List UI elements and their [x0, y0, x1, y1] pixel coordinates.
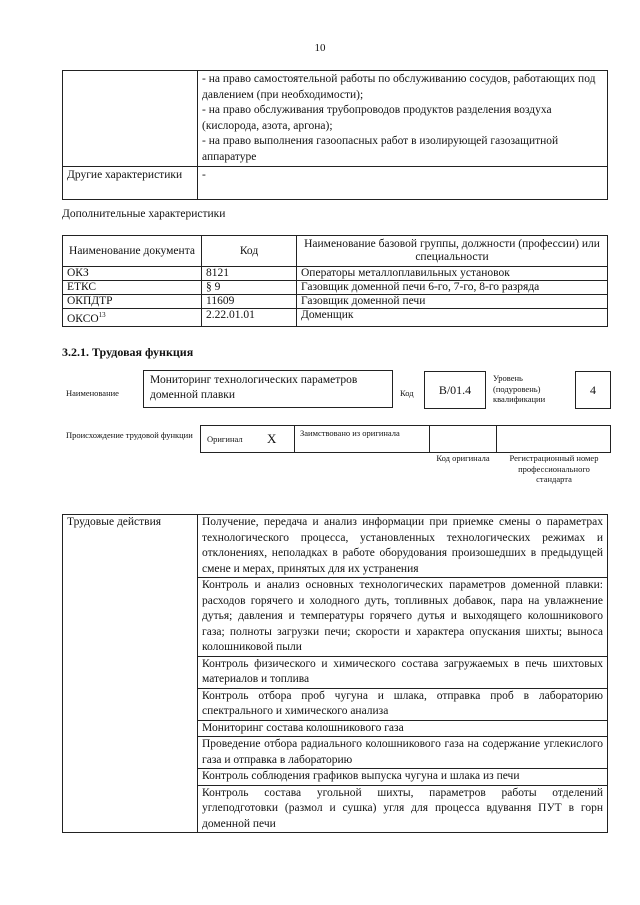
- table-row: [63, 267, 608, 281]
- table-cell: 11609: [202, 295, 297, 309]
- table-row: [63, 295, 608, 309]
- table-cell: 2.22.01.01: [202, 309, 297, 327]
- labor-action-item: Проведение отбора радиального колошникового газа на содержание углекислого газа и отправка в лабораторию: [198, 737, 608, 769]
- table-cell: ОКПДТР: [63, 295, 202, 309]
- table-cell: 8121: [202, 267, 297, 281]
- page-number: 10: [314, 42, 326, 54]
- labor-action-item: Получение, передача и анализ информации при приемке смены о параметрах технологического процесса, установленных технологических режимах и отклонениях, неполадках в работе оборудования произошедших в предыдущей смене и мерах, принятых для их устранения: [198, 515, 608, 578]
- labor-action-item: Контроль и анализ основных технологических параметров доменной плавки: расходов горячего и холодного дуть, топливных добавок, пара на увлажнение дутья; давления и температуры горячего дутья и выходящего колошникового газа; полноты загрузки печи; скорости и характера опускания шихты; выноса колошниковой пыли: [198, 578, 608, 657]
- other-characteristics-label: Другие характеристики: [63, 167, 198, 200]
- section-heading: Дополнительные характеристики: [62, 208, 226, 220]
- requirement-line: - на право выполнения газоопасных работ в изолирующей газозащитной аппаратуре: [202, 135, 559, 163]
- additional-characteristics-table: [62, 235, 608, 327]
- divider: [496, 426, 497, 452]
- requirement-line: - на право обслуживания трубопроводов продуктов разделения воздуха (кислорода, азота, аргона);: [202, 104, 552, 132]
- labor-actions-table: [62, 514, 608, 833]
- table-row: [63, 281, 608, 295]
- table-cell: Газовщик доменной печи 6-го, 7-го, 8-го разряда: [297, 281, 608, 295]
- labor-action-item: Контроль состава угольной шихты, параметров работы отделений углеподготовки (размол и сушка) угля для процесса вдування ПУТ в горн доменной печи: [198, 785, 608, 833]
- registration-number-label: Регистрационный номер профессионального стандарта: [509, 453, 599, 484]
- labor-action-item: Контроль соблюдения графиков выпуска чугуна и шлака из печи: [198, 769, 608, 786]
- level-value-box: 4: [575, 371, 611, 409]
- borrowed-label: Заимствовано из оригинала: [300, 428, 400, 438]
- labor-action-item: Мониторинг состава колошникового газа: [198, 720, 608, 737]
- original-label: Оригинал: [207, 434, 243, 444]
- column-header: Код: [202, 236, 297, 267]
- origin-label: Происхождение трудовой функции: [66, 430, 193, 440]
- requirement-line: - на право самостоятельной работы по обслуживанию сосудов, работающих под давлением (при необходимости);: [202, 73, 596, 101]
- section-title: 3.2.1. Трудовая функция: [62, 345, 194, 359]
- table-row: [63, 309, 608, 327]
- labor-actions-label: Трудовые действия: [63, 515, 198, 833]
- okso-label: ОКСО: [67, 312, 99, 325]
- divider: [429, 426, 430, 452]
- function-name-box: Мониторинг технологических параметров доменной плавки: [143, 370, 393, 408]
- table-cell: § 9: [202, 281, 297, 295]
- footnote-ref: 13: [98, 311, 106, 319]
- table-cell: [63, 309, 202, 327]
- divider: [294, 426, 295, 452]
- name-label: Наименование: [66, 388, 119, 398]
- column-header: Наименование базовой группы, должности (профессии) или специальности: [297, 236, 608, 267]
- table-cell: Доменщик: [297, 309, 608, 327]
- labor-action-item: Контроль физического и химического состава загружаемых в печь шихтовых материалов и топлива: [198, 656, 608, 688]
- table-cell: ЕТКС: [63, 281, 202, 295]
- code-label: Код: [400, 388, 414, 398]
- function-code-box: B/01.4: [424, 371, 486, 409]
- table-cell: Операторы металлоплавильных установок: [297, 267, 608, 281]
- table-row: [63, 167, 608, 200]
- level-label: Уровень (подуровень) квалификации: [493, 373, 546, 404]
- table-cell: [198, 71, 608, 167]
- table-cell: Газовщик доменной печи: [297, 295, 608, 309]
- code-original-label: Код оригинала: [436, 453, 490, 463]
- column-header: Наименование документа: [63, 236, 202, 267]
- table-row: [63, 71, 608, 167]
- table-row: [63, 515, 608, 578]
- table-cell: ОКЗ: [63, 267, 202, 281]
- labor-action-item: Контроль отбора проб чугуна и шлака, отправка проб в лабораторию спектрального и химического анализа: [198, 688, 608, 720]
- other-characteristics-value: -: [198, 167, 608, 200]
- qualification-requirements-table: [62, 70, 608, 200]
- original-mark: X: [267, 431, 277, 446]
- origin-row: [200, 425, 611, 453]
- table-cell-empty: [63, 71, 198, 167]
- table-header-row: [63, 236, 608, 267]
